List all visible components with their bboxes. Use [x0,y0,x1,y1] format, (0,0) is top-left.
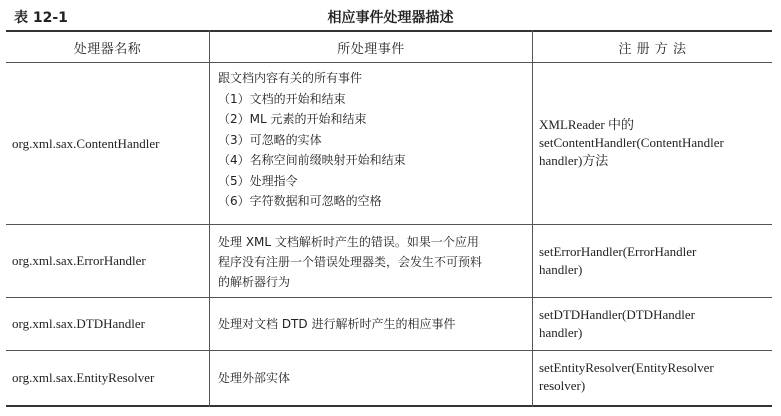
handler-name: org.xml.sax.ContentHandler [12,136,160,151]
header-events: 所处理事件 [337,42,405,57]
list-item: （1）文档的开始和结束 [218,91,346,106]
handler-name: org.xml.sax.EntityResolver [12,370,155,385]
list-item: （6）字符数据和可忽略的空格 [218,194,382,208]
register-method: setErrorHandler(ErrorHandler handler) [539,244,697,277]
col-divider-1 [209,30,210,407]
event-list [218,68,528,212]
event-description: 处理对文档 DTD 进行解析时产生的相应事件 [218,317,456,331]
register-method: setEntityResolver(EntityResolver resolver) [539,360,714,393]
col-divider-2 [532,30,533,407]
event-intro: 跟文档内容有关的所有事件 [218,71,363,85]
header-register-method: 注 册 方 法 [618,42,687,57]
table-title: 相应事件处理器描述 [327,10,454,26]
list-item: （3）可忽略的实体 [218,132,322,147]
list-item: （4）名称空间前缀映射开始和结束 [218,153,406,167]
handler-name: org.xml.sax.ErrorHandler [12,253,146,268]
header-handler-name: 处理器名称 [73,42,142,57]
list-item: （2）ML 元素的开始和结束 [218,112,367,126]
event-description: 处理 XML 文档解析时产生的错误。如果一个应用 程序没有注册一个错误处理器类，会发生不可预料 的解析器行为 [218,235,483,289]
top-rule [6,30,772,32]
header-rule [6,62,772,63]
register-method: setDTDHandler(DTDHandler handler) [539,307,695,340]
event-description: 处理外部实体 [218,371,291,385]
bottom-rule [6,405,772,407]
register-method: XMLReader 中的 setContentHandler(ContentHandler handler)方法 [539,117,724,168]
handler-name: org.xml.sax.DTDHandler [12,316,145,331]
table-number: 表 12-1 [14,10,68,26]
list-item: （5）处理指令 [218,173,298,188]
